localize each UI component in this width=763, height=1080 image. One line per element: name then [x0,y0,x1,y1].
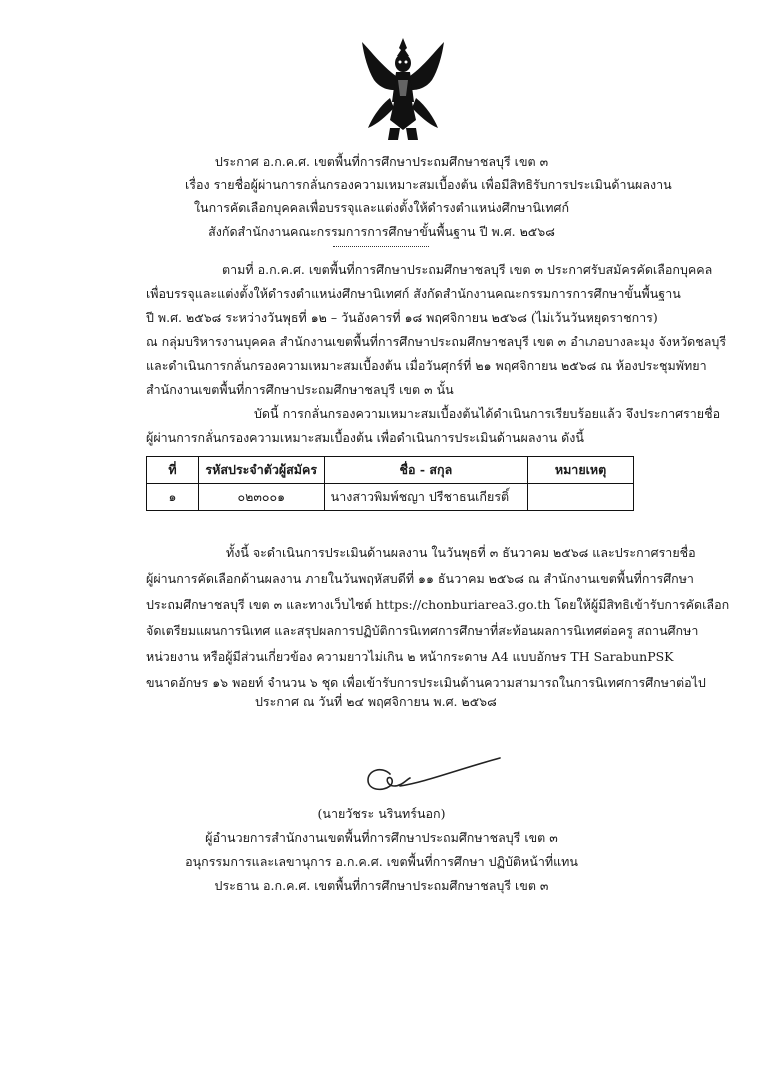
column-header-remark: หมายเหตุ [528,457,634,484]
signer-position-line2: อนุกรรมการและเลขานุการ อ.ก.ค.ศ. เขตพื้นที่การศึกษา ปฏิบัติหน้าที่แทน [185,854,578,869]
column-header-name: ชื่อ - สกุล [324,457,527,484]
paragraph-line: และดำเนินการกลั่นกรองความเหมาะสมเบื้องต้น เมื่อวันศุกร์ที่ ๒๑ พฤศจิกายน ๒๕๖๘ ณ ห้องประชุมพัทยา [146,358,707,373]
paragraph-line: ณ กลุ่มบริหารงานบุคคล สำนักงานเขตพื้นที่การศึกษาประถมศึกษาชลบุรี เขต ๓ อำเภอบางละมุง จังหวัดชลบุรี [146,334,727,349]
paragraph-instructions [146,540,729,696]
column-header-applicant-id: รหัสประจำตัวผู้สมัคร [198,457,324,484]
announcement-title: ประกาศ อ.ก.ค.ศ. เขตพื้นที่การศึกษาประถมศึกษาชลบุรี เขต ๓ [214,154,549,169]
cell-remark [528,484,634,511]
paragraph-line: เพื่อบรรจุและแต่งตั้งให้ดำรงตำแหน่งศึกษานิเทศก์ สังกัดสำนักงานคณะกรรมการการศึกษาขั้นพื้นฐาน [146,286,681,301]
signature-mark [356,752,506,802]
paragraph-line: จัดเตรียมแผนการนิเทศ และสรุปผลการปฏิบัติการนิเทศการศึกษาที่สะท้อนผลการนิเทศต่อครู สถานศึกษา [146,623,699,638]
paragraph-line: ประถมศึกษาชลบุรี เขต ๓ และทางเว็บไซต์ https://chonburiarea3.go.th โดยให้ผู้มีสิทธิเข้ารับการคัดเลือก [146,597,730,612]
paragraph-result [146,402,720,450]
signer-position-line3: ประธาน อ.ก.ค.ศ. เขตพื้นที่การศึกษาประถมศึกษาชลบุรี เขต ๓ [214,878,549,893]
paragraph-line: หน่วยงาน หรือผู้มีส่วนเกี่ยวข้อง ความยาวไม่เกิน ๒ หน้ากระดาษ A4 แบบอักษร TH SarabunPSK [146,649,674,664]
paragraph-line: สำนักงานเขตพื้นที่การศึกษาประถมศึกษาชลบุรี เขต ๓ นั้น [146,382,454,397]
signer-position: ผู้อำนวยการสำนักงานเขตพื้นที่การศึกษาประถมศึกษาชลบุรี เขต ๓ [205,830,558,845]
column-header-no: ที่ [147,457,199,484]
paragraph-line: ตามที่ อ.ก.ค.ศ. เขตพื้นที่การศึกษาประถมศึกษาชลบุรี เขต ๓ ประกาศรับสมัครคัดเลือกบุคคล [222,262,713,277]
title-divider [333,246,429,247]
signer-name: (นายวัชระ นรินทร์นอก) [317,806,446,821]
paragraph-line: บัดนี้ การกลั่นกรองความเหมาะสมเบื้องต้นได้ดำเนินการเรียบร้อยแล้ว จึงประกาศรายชื่อ [254,406,721,421]
announcement-date: ประกาศ ณ วันที่ ๒๔ พฤศจิกายน พ.ศ. ๒๕๖๘ [255,694,497,709]
paragraph-line: ผู้ผ่านการกลั่นกรองความเหมาะสมเบื้องต้น เพื่อดำเนินการประเมินด้านผลงาน ดังนี้ [146,430,584,445]
paragraph-line: ปี พ.ศ. ๒๕๖๘ ระหว่างวันพุธที่ ๑๒ – วันอังคารที่ ๑๘ พฤศจิกายน ๒๕๖๘ (ไม่เว้นวันหยุดราชการ) [146,310,658,325]
garuda-emblem-icon [360,36,446,142]
candidates-table [146,456,634,511]
table-row [147,484,634,511]
announcement-subject-line2: ในการคัดเลือกบุคคลเพื่อบรรจุและแต่งตั้งให้ดำรงตำแหน่งศึกษานิเทศก์ [193,200,570,215]
cell-name: นางสาวพิมพ์ชญา ปรีชาธนเกียรติ์ [324,484,527,511]
announcement-subject-line3: สังกัดสำนักงานคณะกรรมการการศึกษาขั้นพื้นฐาน ปี พ.ศ. ๒๕๖๘ [208,224,555,239]
paragraph-line: ขนาดอักษร ๑๖ พอยท์ จำนวน ๖ ชุด เพื่อเข้ารับการประเมินด้านความสามารถในการนิเทศการศึกษาต่อไป [146,675,706,690]
cell-applicant-id: ๐๒๓๐๐๑ [198,484,324,511]
announcement-subject: เรื่อง รายชื่อผู้ผ่านการกลั่นกรองความเหมาะสมเบื้องต้น เพื่อมีสิทธิรับการประเมินด้านผลงาน [185,177,672,192]
paragraph-line: ทั้งนี้ จะดำเนินการประเมินด้านผลงาน ในวันพุธที่ ๓ ธันวาคม ๒๕๖๘ และประกาศรายชื่อ [226,545,696,560]
cell-no: ๑ [147,484,199,511]
paragraph-background [146,258,726,402]
table-header-row [147,457,634,484]
paragraph-line: ผู้ผ่านการคัดเลือกด้านผลงาน ภายในวันพฤหัสบดีที่ ๑๑ ธันวาคม ๒๕๖๘ ณ สำนักงานเขตพื้นที่การศึกษา [146,571,694,586]
